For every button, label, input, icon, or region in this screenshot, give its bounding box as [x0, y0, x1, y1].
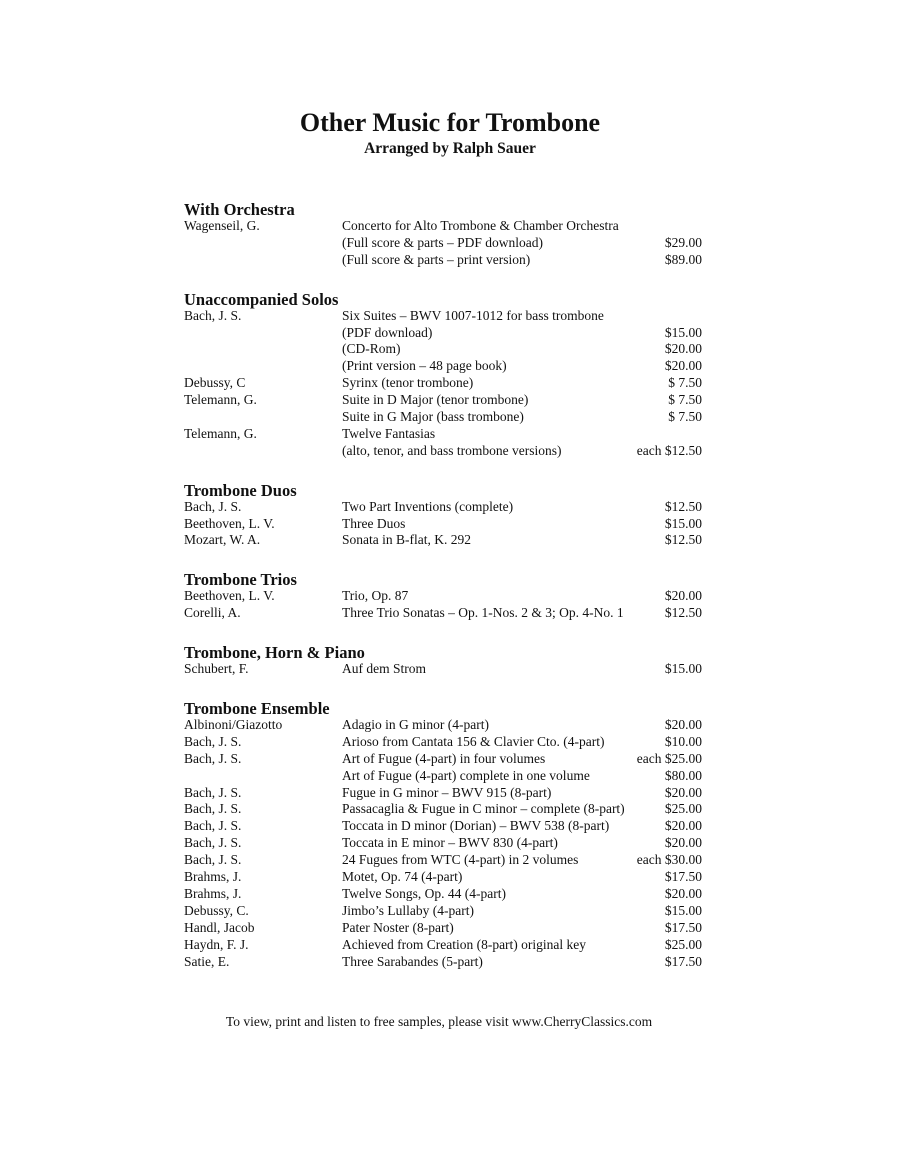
composer: Debussy, C [184, 375, 246, 391]
catalog-row [184, 392, 702, 409]
section-spacer [184, 549, 702, 570]
catalog-row [184, 801, 702, 818]
composer: Wagenseil, G. [184, 218, 260, 233]
composer: Bach, J. S. [184, 784, 242, 800]
work-title: Passacaglia & Fugue in C minor – complete (8-part) [342, 801, 625, 817]
catalog-row [184, 886, 702, 903]
work-title: Sonata in B-flat, K. 292 [342, 532, 471, 548]
work-title: Trio, Op. 87 [342, 588, 409, 604]
composer: Schubert, F. [184, 661, 249, 677]
catalog-row [184, 785, 702, 802]
work-title: 24 Fugues from WTC (4-part) in 2 volumes [342, 852, 579, 868]
composer: Brahms, J. [184, 885, 242, 901]
catalog-row [184, 532, 702, 549]
section-spacer [184, 460, 702, 481]
work-title: Two Part Inventions (complete) [342, 498, 514, 514]
work-title: Auf dem Strom [342, 661, 426, 677]
catalog-row [184, 516, 702, 533]
price: $20.00 [664, 885, 702, 901]
catalog-row [184, 308, 702, 325]
price: $15.00 [664, 661, 702, 677]
catalog-row [184, 768, 702, 785]
composer: Mozart, W. A. [184, 532, 261, 548]
price: $17.50 [664, 919, 702, 935]
price: $ 7.50 [668, 375, 702, 391]
price: $20.00 [664, 784, 702, 800]
section-spacer [184, 678, 702, 699]
catalog-section [184, 699, 702, 970]
price: $10.00 [664, 733, 702, 749]
price: $17.50 [664, 869, 702, 885]
work-title: Six Suites – BWV 1007-1012 for bass trombone [342, 307, 604, 323]
composer: Satie, E. [184, 953, 230, 969]
work-title: Art of Fugue (4-part) in four volumes [342, 750, 546, 766]
catalog-row [184, 852, 702, 869]
work-title: Motet, Op. 74 (4-part) [342, 869, 463, 885]
price: $20.00 [664, 588, 702, 604]
price: $12.50 [664, 498, 702, 514]
work-title: Twelve Fantasias [342, 425, 436, 441]
catalog-section [184, 481, 702, 550]
work-title: (PDF download) [342, 324, 433, 340]
composer: Bach, J. S. [184, 818, 242, 834]
work-title: Three Trio Sonatas – Op. 1-Nos. 2 & 3; Op. 4-No. 1 [342, 605, 624, 621]
composer: Bach, J. S. [184, 307, 242, 323]
catalog-row [184, 717, 702, 734]
catalog-row [184, 920, 702, 937]
price: each $12.50 [636, 442, 702, 458]
price: each $30.00 [636, 852, 702, 868]
price: $12.50 [664, 605, 702, 621]
price: $20.00 [664, 835, 702, 851]
price: $20.00 [664, 341, 702, 357]
catalog-section [184, 290, 702, 460]
section-heading: Trombone Ensemble [184, 699, 330, 719]
price: $25.00 [664, 936, 702, 952]
catalog-row [184, 443, 702, 460]
price: $17.50 [664, 953, 702, 969]
catalog-row [184, 499, 702, 516]
catalog-row [184, 954, 702, 971]
catalog-row [184, 218, 702, 235]
section-spacer [184, 269, 702, 290]
price: $ 7.50 [668, 409, 702, 425]
section-heading: Unaccompanied Solos [184, 289, 339, 309]
catalog-row [184, 341, 702, 358]
catalog-row [184, 903, 702, 920]
composer: Bach, J. S. [184, 733, 242, 749]
composer: Debussy, C. [184, 902, 249, 918]
catalog-row [184, 325, 702, 342]
work-title: Toccata in E minor – BWV 830 (4-part) [342, 835, 558, 851]
composer: Bach, J. S. [184, 801, 242, 817]
work-title: Suite in G Major (bass trombone) [342, 409, 524, 425]
work-title: Three Duos [342, 515, 406, 531]
work-title: (Print version – 48 page book) [342, 358, 507, 374]
work-title: Art of Fugue (4-part) complete in one volume [342, 767, 590, 783]
composer: Bach, J. S. [184, 750, 242, 766]
work-title: Pater Noster (8-part) [342, 919, 454, 935]
section-heading: Trombone Duos [184, 480, 297, 500]
catalog-row [184, 751, 702, 768]
work-title: (alto, tenor, and bass trombone versions) [342, 442, 562, 458]
catalog-section [184, 570, 702, 622]
section-heading: Trombone Trios [184, 570, 297, 590]
work-title: (CD-Rom) [342, 341, 401, 357]
footer-note: To view, print and listen to free samples, please visit www.CherryClassics.com [225, 1014, 653, 1029]
price: $ 7.50 [668, 392, 702, 408]
composer: Beethoven, L. V. [184, 588, 275, 604]
page-subtitle: Arranged by Ralph Sauer [364, 140, 536, 157]
catalog-row [184, 588, 702, 605]
section-heading: Trombone, Horn & Piano [184, 643, 365, 663]
composer: Bach, J. S. [184, 852, 242, 868]
work-title: Three Sarabandes (5-part) [342, 953, 483, 969]
composer: Handl, Jacob [184, 919, 255, 935]
composer: Haydn, F. J. [184, 936, 249, 952]
composer: Beethoven, L. V. [184, 515, 275, 531]
price: $29.00 [664, 234, 702, 250]
composer: Telemann, G. [184, 392, 257, 408]
work-title: Suite in D Major (tenor trombone) [342, 392, 529, 408]
composer: Telemann, G. [184, 425, 257, 441]
work-title: Adagio in G minor (4-part) [342, 717, 489, 733]
work-title: Concerto for Alto Trombone & Chamber Orchestra [342, 218, 619, 233]
catalog-row [184, 937, 702, 954]
composer: Bach, J. S. [184, 835, 242, 851]
price: $89.00 [664, 251, 702, 267]
price: $20.00 [664, 358, 702, 374]
catalog-row [184, 409, 702, 426]
catalog-list [184, 200, 702, 970]
price: each $25.00 [636, 750, 702, 766]
price: $15.00 [664, 324, 702, 340]
catalog-row [184, 252, 702, 269]
work-title: (Full score & parts – PDF download) [342, 234, 543, 250]
catalog-row [184, 375, 702, 392]
work-title: Syrinx (tenor trombone) [342, 375, 474, 391]
catalog-row [184, 835, 702, 852]
work-title: Achieved from Creation (8-part) original key [342, 936, 587, 952]
composer: Albinoni/Giazotto [184, 717, 283, 733]
catalog-row [184, 426, 702, 443]
price: $20.00 [664, 818, 702, 834]
section-spacer [184, 622, 702, 643]
price: $20.00 [664, 717, 702, 733]
work-title: Fugue in G minor – BWV 915 (8-part) [342, 784, 552, 800]
catalog-row [184, 818, 702, 835]
work-title: Arioso from Cantata 156 & Clavier Cto. (4-part) [342, 733, 605, 749]
composer: Brahms, J. [184, 869, 242, 885]
price: $15.00 [664, 902, 702, 918]
catalog-section [184, 643, 702, 678]
price: $12.50 [664, 532, 702, 548]
work-title: Toccata in D minor (Dorian) – BWV 538 (8-part) [342, 818, 610, 834]
price: $15.00 [664, 515, 702, 531]
work-title: (Full score & parts – print version) [342, 251, 531, 267]
price: $80.00 [664, 767, 702, 783]
catalog-row [184, 869, 702, 886]
composer: Corelli, A. [184, 605, 241, 621]
section-heading: With Orchestra [184, 200, 295, 219]
catalog-section [184, 200, 702, 269]
page-title: Other Music for Trombone [299, 108, 601, 137]
catalog-row [184, 661, 702, 678]
work-title: Jimbo’s Lullaby (4-part) [342, 902, 474, 918]
catalog-row [184, 734, 702, 751]
composer: Bach, J. S. [184, 498, 242, 514]
catalog-row [184, 235, 702, 252]
catalog-row [184, 358, 702, 375]
price: $25.00 [664, 801, 702, 817]
work-title: Twelve Songs, Op. 44 (4-part) [342, 885, 507, 901]
catalog-row [184, 605, 702, 622]
